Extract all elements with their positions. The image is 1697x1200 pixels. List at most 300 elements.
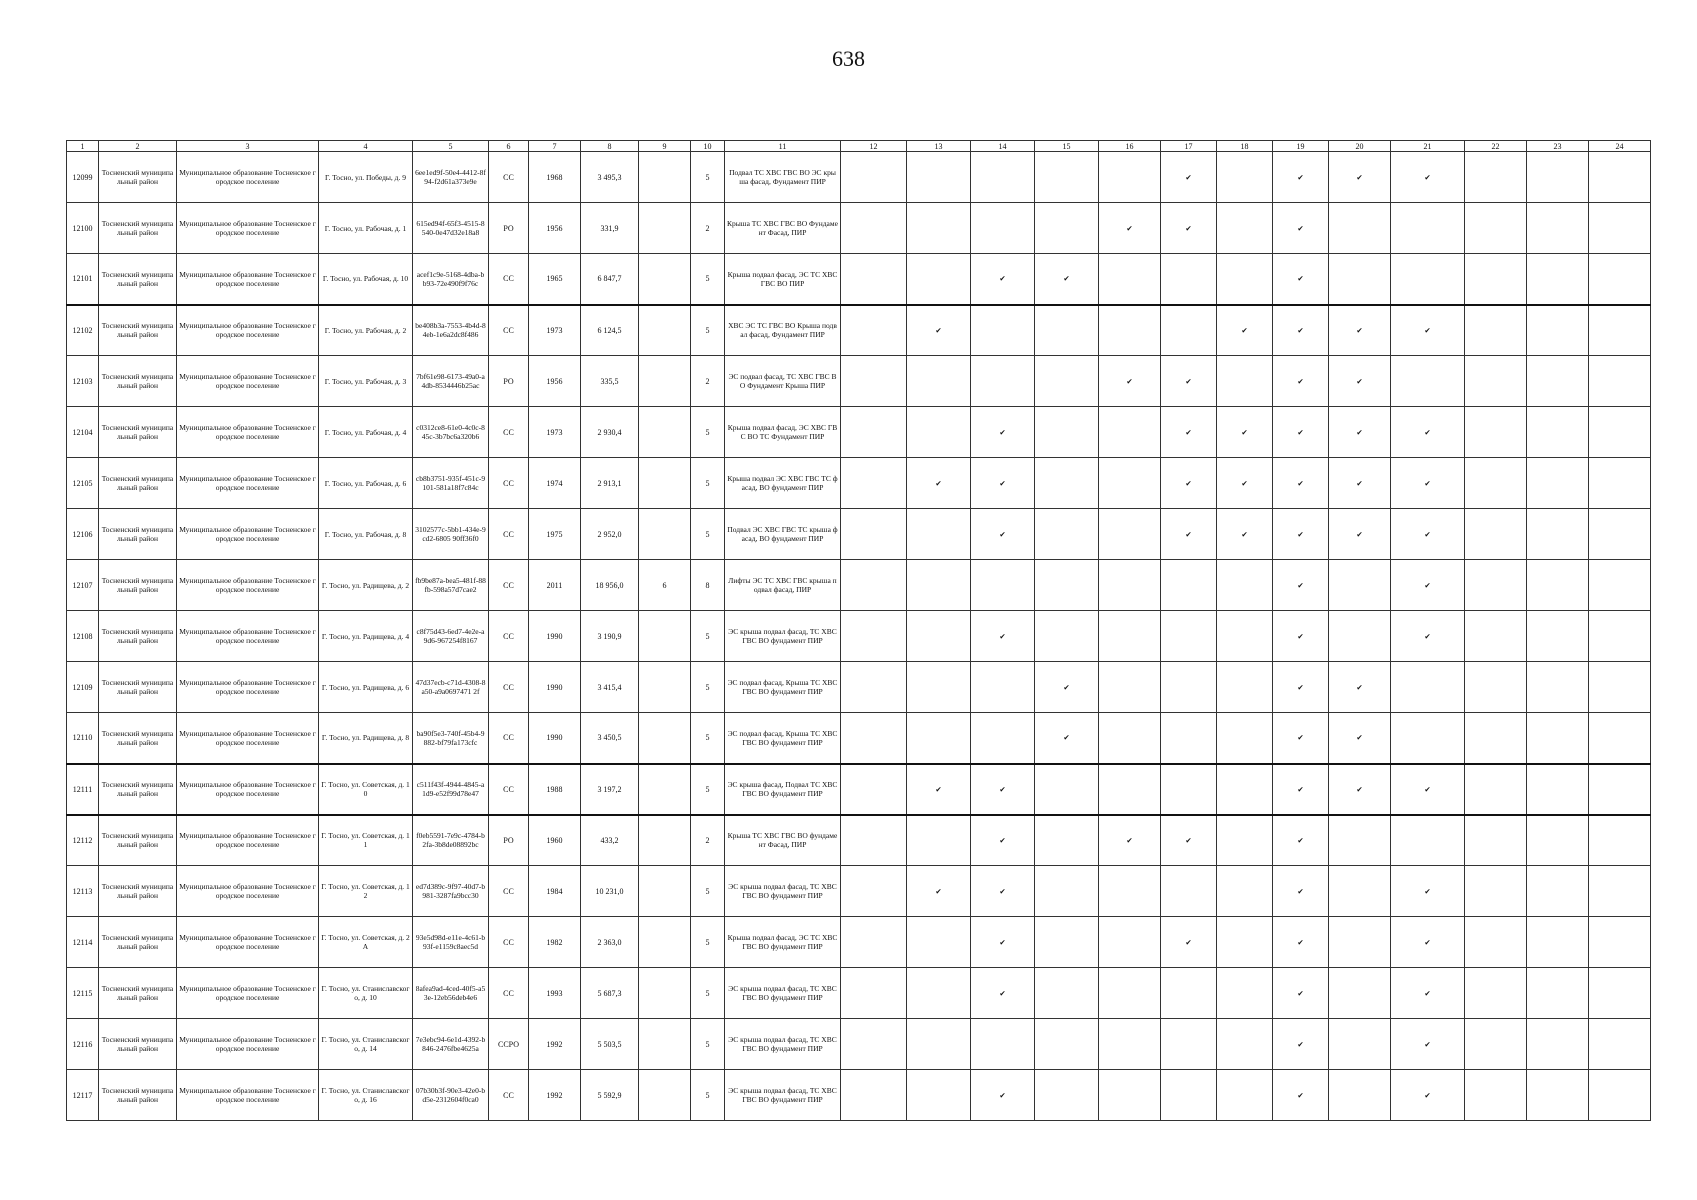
table-row (67, 560, 1651, 611)
check-mark-icon: ✔ (1161, 917, 1217, 968)
table-row (67, 152, 1651, 203)
address-cell: Г. Тосно, ул. Рабочая, д. 4 (319, 407, 413, 458)
check-mark-icon: ✔ (1391, 866, 1465, 917)
empty-cell (1589, 1070, 1651, 1121)
address-cell: Г. Тосно, ул. Рабочая, д. 8 (319, 509, 413, 560)
check-mark-icon: ✔ (1329, 764, 1391, 815)
address-cell: Г. Тосно, ул. Рабочая, д. 10 (319, 254, 413, 305)
empty-cell (841, 611, 907, 662)
check-mark-icon: ✔ (1217, 458, 1273, 509)
empty-cell (1465, 560, 1527, 611)
district-cell: Тосненский муниципальный район (99, 1070, 177, 1121)
column-9-cell (639, 305, 691, 356)
column-number-17: 17 (1161, 141, 1217, 152)
check-mark-icon: ✔ (907, 305, 971, 356)
year-cell: 1990 (529, 662, 581, 713)
table-row (67, 866, 1651, 917)
area-cell: 6 847,7 (581, 254, 639, 305)
empty-cell (1527, 866, 1589, 917)
empty-cell (841, 560, 907, 611)
empty-cell (1035, 611, 1099, 662)
empty-cell (1527, 662, 1589, 713)
works-list-cell: ЭС крыша подвал фасад, ТС ХВС ГВС ВО фундамент ПИР (725, 866, 841, 917)
row-number: 12104 (67, 407, 99, 458)
empty-cell (1589, 968, 1651, 1019)
column-9-cell: 6 (639, 560, 691, 611)
empty-cell (1217, 1070, 1273, 1121)
object-code-cell: f0eb5591-7e9c-4784-b2fa-3b8de08892bc (413, 815, 489, 866)
empty-cell (971, 713, 1035, 764)
district-cell: Тосненский муниципальный район (99, 152, 177, 203)
empty-cell (1217, 764, 1273, 815)
empty-cell (841, 305, 907, 356)
empty-cell (841, 152, 907, 203)
empty-cell (907, 713, 971, 764)
check-mark-icon: ✔ (1217, 407, 1273, 458)
municipality-cell: Муниципальное образование Тосненское городское поселение (177, 611, 319, 662)
empty-cell (1329, 1019, 1391, 1070)
column-9-cell (639, 815, 691, 866)
works-list-cell: Подвал ЭС ХВС ГВС ТС крыша фасад, ВО фундамент ПИР (725, 509, 841, 560)
district-cell: Тосненский муниципальный район (99, 611, 177, 662)
empty-cell (1217, 152, 1273, 203)
works-list-cell: Крыша подвал фасад, ЭС ТС ХВС ГВС ВО фундамент ПИР (725, 917, 841, 968)
empty-cell (1035, 764, 1099, 815)
wall-material-cell: СС (489, 152, 529, 203)
wall-material-cell: СС (489, 560, 529, 611)
empty-cell (841, 1070, 907, 1121)
check-mark-icon: ✔ (1329, 356, 1391, 407)
empty-cell (1527, 560, 1589, 611)
empty-cell (1099, 713, 1161, 764)
empty-cell (1589, 152, 1651, 203)
municipality-cell: Муниципальное образование Тосненское городское поселение (177, 1019, 319, 1070)
empty-cell (1391, 203, 1465, 254)
empty-cell (1329, 866, 1391, 917)
year-cell: 1974 (529, 458, 581, 509)
check-mark-icon: ✔ (1273, 152, 1329, 203)
empty-cell (1527, 356, 1589, 407)
column-number-20: 20 (1329, 141, 1391, 152)
object-code-cell: 93e5d98d-e11e-4c61-b93f-e1159c8aec5d (413, 917, 489, 968)
address-cell: Г. Тосно, ул. Станиславского, д. 10 (319, 968, 413, 1019)
empty-cell (1217, 968, 1273, 1019)
empty-cell (907, 254, 971, 305)
empty-cell (907, 356, 971, 407)
empty-cell (1465, 866, 1527, 917)
empty-cell (1099, 560, 1161, 611)
empty-cell (971, 662, 1035, 713)
empty-cell (1035, 968, 1099, 1019)
empty-cell (971, 1019, 1035, 1070)
empty-cell (1527, 968, 1589, 1019)
empty-cell (1161, 713, 1217, 764)
municipality-cell: Муниципальное образование Тосненское городское поселение (177, 815, 319, 866)
empty-cell (841, 254, 907, 305)
column-number-23: 23 (1527, 141, 1589, 152)
object-code-cell: c8f75d43-6ed7-4e2e-a9d6-967254f8167 (413, 611, 489, 662)
empty-cell (1465, 305, 1527, 356)
row-number: 12108 (67, 611, 99, 662)
check-mark-icon: ✔ (1391, 509, 1465, 560)
check-mark-icon: ✔ (907, 458, 971, 509)
district-cell: Тосненский муниципальный район (99, 560, 177, 611)
empty-cell (1217, 356, 1273, 407)
column-9-cell (639, 866, 691, 917)
column-number-24: 24 (1589, 141, 1651, 152)
empty-cell (1217, 1019, 1273, 1070)
object-code-cell: fb9be87a-bea5-481f-88fb-598a57d7cae2 (413, 560, 489, 611)
column-number-4: 4 (319, 141, 413, 152)
column-9-cell (639, 1019, 691, 1070)
municipality-cell: Муниципальное образование Тосненское городское поселение (177, 713, 319, 764)
area-cell: 6 124,5 (581, 305, 639, 356)
object-code-cell: 6ee1ed9f-50e4-4412-8f94-f2d61a373e9e (413, 152, 489, 203)
empty-cell (1589, 407, 1651, 458)
column-9-cell (639, 458, 691, 509)
area-cell: 2 363,0 (581, 917, 639, 968)
year-cell: 1988 (529, 764, 581, 815)
column-number-row (67, 141, 1651, 152)
column-number-21: 21 (1391, 141, 1465, 152)
check-mark-icon: ✔ (907, 866, 971, 917)
empty-cell (1589, 611, 1651, 662)
municipality-cell: Муниципальное образование Тосненское городское поселение (177, 968, 319, 1019)
check-mark-icon: ✔ (1273, 305, 1329, 356)
area-cell: 2 930,4 (581, 407, 639, 458)
district-cell: Тосненский муниципальный район (99, 1019, 177, 1070)
check-mark-icon: ✔ (1273, 611, 1329, 662)
check-mark-icon: ✔ (1329, 152, 1391, 203)
address-cell: Г. Тосно, ул. Советская, д. 11 (319, 815, 413, 866)
empty-cell (907, 611, 971, 662)
district-cell: Тосненский муниципальный район (99, 509, 177, 560)
table-row (67, 509, 1651, 560)
check-mark-icon: ✔ (971, 458, 1035, 509)
district-cell: Тосненский муниципальный район (99, 968, 177, 1019)
address-cell: Г. Тосно, ул. Победы, д. 9 (319, 152, 413, 203)
empty-cell (1589, 662, 1651, 713)
empty-cell (1329, 815, 1391, 866)
empty-cell (1589, 305, 1651, 356)
empty-cell (1465, 458, 1527, 509)
floors-cell: 8 (691, 560, 725, 611)
empty-cell (1589, 509, 1651, 560)
empty-cell (1465, 713, 1527, 764)
empty-cell (841, 713, 907, 764)
empty-cell (1217, 917, 1273, 968)
empty-cell (1161, 866, 1217, 917)
floors-cell: 5 (691, 1019, 725, 1070)
empty-cell (971, 152, 1035, 203)
empty-cell (1527, 458, 1589, 509)
object-code-cell: 615ed94f-65f3-4515-8540-0e47d32e18a8 (413, 203, 489, 254)
empty-cell (1329, 203, 1391, 254)
object-code-cell: ba90f5e3-740f-45b4-9882-bf79fa173cfc (413, 713, 489, 764)
area-cell: 3 495,3 (581, 152, 639, 203)
municipality-cell: Муниципальное образование Тосненское городское поселение (177, 764, 319, 815)
empty-cell (1099, 407, 1161, 458)
object-code-cell: ed7d389c-9f97-40d7-b981-3287fa9bcc30 (413, 866, 489, 917)
empty-cell (1099, 458, 1161, 509)
empty-cell (1035, 509, 1099, 560)
area-cell: 433,2 (581, 815, 639, 866)
check-mark-icon: ✔ (971, 764, 1035, 815)
table-row (67, 203, 1651, 254)
empty-cell (1527, 917, 1589, 968)
empty-cell (1465, 1070, 1527, 1121)
district-cell: Тосненский муниципальный район (99, 356, 177, 407)
row-number: 12105 (67, 458, 99, 509)
empty-cell (1589, 356, 1651, 407)
area-cell: 3 190,9 (581, 611, 639, 662)
empty-cell (841, 509, 907, 560)
check-mark-icon: ✔ (1273, 764, 1329, 815)
check-mark-icon: ✔ (971, 1070, 1035, 1121)
check-mark-icon: ✔ (1273, 560, 1329, 611)
year-cell: 1965 (529, 254, 581, 305)
empty-cell (1099, 917, 1161, 968)
year-cell: 1960 (529, 815, 581, 866)
floors-cell: 5 (691, 662, 725, 713)
empty-cell (907, 968, 971, 1019)
empty-cell (1161, 560, 1217, 611)
row-number: 12103 (67, 356, 99, 407)
empty-cell (1465, 203, 1527, 254)
empty-cell (907, 662, 971, 713)
table-row (67, 1019, 1651, 1070)
empty-cell (1329, 1070, 1391, 1121)
empty-cell (1035, 917, 1099, 968)
municipality-cell: Муниципальное образование Тосненское городское поселение (177, 356, 319, 407)
works-list-cell: Лифты ЭС ТС ХВС ГВС крыша подвал фасад, ПИР (725, 560, 841, 611)
check-mark-icon: ✔ (1273, 407, 1329, 458)
floors-cell: 5 (691, 866, 725, 917)
object-code-cell: c511f43f-4944-4845-a1d9-e52f99d78e47 (413, 764, 489, 815)
empty-cell (1589, 917, 1651, 968)
check-mark-icon: ✔ (1161, 203, 1217, 254)
check-mark-icon: ✔ (1329, 407, 1391, 458)
check-mark-icon: ✔ (1161, 152, 1217, 203)
check-mark-icon: ✔ (1273, 866, 1329, 917)
empty-cell (1465, 662, 1527, 713)
check-mark-icon: ✔ (1329, 458, 1391, 509)
district-cell: Тосненский муниципальный район (99, 764, 177, 815)
empty-cell (1099, 764, 1161, 815)
column-number-1: 1 (67, 141, 99, 152)
works-list-cell: ЭС крыша подвал фасад, ТС ХВС ГВС ВО фундамент ПИР (725, 1019, 841, 1070)
row-number: 12113 (67, 866, 99, 917)
column-9-cell (639, 764, 691, 815)
object-code-cell: c0312ce8-61e0-4c0c-845c-3b7bc6a320b6 (413, 407, 489, 458)
check-mark-icon: ✔ (1273, 713, 1329, 764)
address-cell: Г. Тосно, ул. Станиславского, д. 16 (319, 1070, 413, 1121)
works-list-cell: Подвал ТС ХВС ГВС ВО ЭС крыша фасад, Фундамент ПИР (725, 152, 841, 203)
table-row (67, 458, 1651, 509)
district-cell: Тосненский муниципальный район (99, 458, 177, 509)
check-mark-icon: ✔ (1161, 356, 1217, 407)
empty-cell (841, 407, 907, 458)
empty-cell (1217, 611, 1273, 662)
empty-cell (1329, 968, 1391, 1019)
empty-cell (907, 509, 971, 560)
check-mark-icon: ✔ (971, 611, 1035, 662)
column-9-cell (639, 509, 691, 560)
empty-cell (907, 1019, 971, 1070)
check-mark-icon: ✔ (1035, 662, 1099, 713)
check-mark-icon: ✔ (907, 764, 971, 815)
object-code-cell: 07b30b3f-90e3-42e0-bd5e-2312604f0ca0 (413, 1070, 489, 1121)
empty-cell (1329, 254, 1391, 305)
empty-cell (1035, 152, 1099, 203)
year-cell: 1992 (529, 1019, 581, 1070)
empty-cell (1099, 509, 1161, 560)
empty-cell (1589, 458, 1651, 509)
check-mark-icon: ✔ (1273, 662, 1329, 713)
district-cell: Тосненский муниципальный район (99, 407, 177, 458)
table-row (67, 764, 1651, 815)
floors-cell: 2 (691, 356, 725, 407)
address-cell: Г. Тосно, ул. Советская, д. 12 (319, 866, 413, 917)
row-number: 12111 (67, 764, 99, 815)
check-mark-icon: ✔ (1099, 356, 1161, 407)
works-list-cell: Крыша ТС ХВС ГВС ВО Фундамент Фасад, ПИР (725, 203, 841, 254)
empty-cell (1099, 1070, 1161, 1121)
empty-cell (1099, 968, 1161, 1019)
floors-cell: 2 (691, 203, 725, 254)
empty-cell (907, 917, 971, 968)
check-mark-icon: ✔ (1099, 203, 1161, 254)
empty-cell (907, 407, 971, 458)
check-mark-icon: ✔ (1391, 764, 1465, 815)
check-mark-icon: ✔ (1329, 509, 1391, 560)
area-cell: 5 592,9 (581, 1070, 639, 1121)
column-9-cell (639, 254, 691, 305)
table-body (67, 152, 1651, 1121)
column-number-10: 10 (691, 141, 725, 152)
empty-cell (841, 968, 907, 1019)
wall-material-cell: СС (489, 407, 529, 458)
table-row (67, 713, 1651, 764)
column-9-cell (639, 356, 691, 407)
year-cell: 1984 (529, 866, 581, 917)
check-mark-icon: ✔ (1391, 458, 1465, 509)
empty-cell (1589, 815, 1651, 866)
empty-cell (1161, 1070, 1217, 1121)
check-mark-icon: ✔ (1391, 1019, 1465, 1070)
wall-material-cell: РО (489, 815, 529, 866)
year-cell: 1992 (529, 1070, 581, 1121)
column-number-14: 14 (971, 141, 1035, 152)
municipality-cell: Муниципальное образование Тосненское городское поселение (177, 662, 319, 713)
year-cell: 1956 (529, 203, 581, 254)
empty-cell (1391, 254, 1465, 305)
empty-cell (1099, 662, 1161, 713)
row-number: 12114 (67, 917, 99, 968)
empty-cell (1589, 254, 1651, 305)
wall-material-cell: СС (489, 254, 529, 305)
address-cell: Г. Тосно, ул. Советская, д. 10 (319, 764, 413, 815)
wall-material-cell: СС (489, 509, 529, 560)
check-mark-icon: ✔ (1161, 509, 1217, 560)
row-number: 12112 (67, 815, 99, 866)
floors-cell: 5 (691, 917, 725, 968)
wall-material-cell: СС (489, 305, 529, 356)
empty-cell (841, 458, 907, 509)
empty-cell (1035, 407, 1099, 458)
check-mark-icon: ✔ (1273, 1019, 1329, 1070)
column-number-7: 7 (529, 141, 581, 152)
empty-cell (1217, 203, 1273, 254)
empty-cell (1035, 560, 1099, 611)
column-9-cell (639, 611, 691, 662)
empty-cell (1527, 305, 1589, 356)
empty-cell (1035, 305, 1099, 356)
works-list-cell: ЭС крыша фасад, Подвал ТС ХВС ГВС ВО фундамент ПИР (725, 764, 841, 815)
empty-cell (1527, 509, 1589, 560)
column-number-9: 9 (639, 141, 691, 152)
empty-cell (1217, 662, 1273, 713)
year-cell: 1956 (529, 356, 581, 407)
empty-cell (1465, 815, 1527, 866)
empty-cell (1217, 254, 1273, 305)
empty-cell (1329, 611, 1391, 662)
district-cell: Тосненский муниципальный район (99, 917, 177, 968)
check-mark-icon: ✔ (1273, 509, 1329, 560)
column-number-2: 2 (99, 141, 177, 152)
column-9-cell (639, 917, 691, 968)
empty-cell (1527, 407, 1589, 458)
empty-cell (1589, 1019, 1651, 1070)
row-number: 12099 (67, 152, 99, 203)
empty-cell (907, 152, 971, 203)
address-cell: Г. Тосно, ул. Советская, д. 2А (319, 917, 413, 968)
object-code-cell: acef1c9e-5168-4dba-bb93-72e490f9f76c (413, 254, 489, 305)
check-mark-icon: ✔ (1273, 254, 1329, 305)
empty-cell (1099, 866, 1161, 917)
check-mark-icon: ✔ (971, 815, 1035, 866)
address-cell: Г. Тосно, ул. Радищева, д. 2 (319, 560, 413, 611)
empty-cell (841, 203, 907, 254)
empty-cell (1391, 815, 1465, 866)
check-mark-icon: ✔ (971, 509, 1035, 560)
column-9-cell (639, 203, 691, 254)
check-mark-icon: ✔ (1391, 560, 1465, 611)
district-cell: Тосненский муниципальный район (99, 662, 177, 713)
area-cell: 3 450,5 (581, 713, 639, 764)
municipality-cell: Муниципальное образование Тосненское городское поселение (177, 560, 319, 611)
empty-cell (1161, 254, 1217, 305)
area-cell: 2 913,1 (581, 458, 639, 509)
wall-material-cell: РО (489, 356, 529, 407)
empty-cell (1329, 560, 1391, 611)
check-mark-icon: ✔ (1273, 1070, 1329, 1121)
works-list-cell: Крыша подвал фасад, ЭС ХВС ГВС ВО ТС Фундамент ПИР (725, 407, 841, 458)
municipality-cell: Муниципальное образование Тосненское городское поселение (177, 458, 319, 509)
table-row (67, 254, 1651, 305)
wall-material-cell: СС (489, 1070, 529, 1121)
works-list-cell: ХВС ЭС ТС ГВС ВО Крыша подвал фасад, Фундамент ПИР (725, 305, 841, 356)
row-number: 12109 (67, 662, 99, 713)
empty-cell (1391, 356, 1465, 407)
empty-cell (841, 356, 907, 407)
empty-cell (1391, 713, 1465, 764)
empty-cell (1035, 1019, 1099, 1070)
table-row (67, 356, 1651, 407)
row-number: 12115 (67, 968, 99, 1019)
empty-cell (1465, 968, 1527, 1019)
empty-cell (841, 917, 907, 968)
